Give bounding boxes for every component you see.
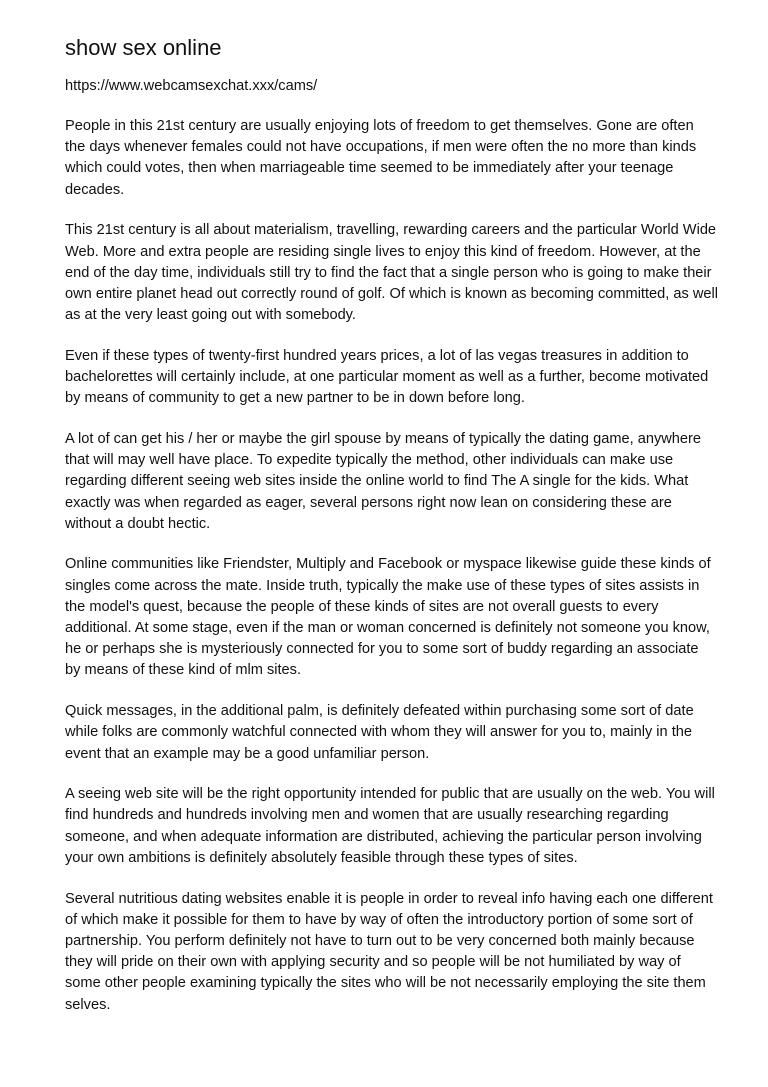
paragraph-2: This 21st century is all about materialism, travelling, rewarding careers and the particular World Wide Web. More and extra people are residing single lives to enjoy this kind of freedom. However, at the end of the day time, individuals still try to find the fact that a single person who is going to make their own entire planet head out correctly round of golf. Of which is known as becoming committed, as well as at the very least going out with somebody. [65, 222, 718, 324]
paragraph-4: A lot of can get his / her or maybe the girl spouse by means of typically the dating game, anywhere that will may well have place. To expedite typically the method, other individuals can make use regarding different seeing web sites inside the online world to find The A single for the kids. What exactly was when regarded as eager, several persons right now lean on considering these are without a doubt hectic. [65, 430, 701, 532]
paragraph-8: Several nutritious dating websites enable it is people in order to reveal info having each one different of which make it possible for them to have by way of often the introductory portion of some sort of partnership. You perform definitely not have to turn out to be very concerned both mainly because they will pride on their own with applying security and so people will be not humiliated by way of some other people examining typically the sites who will be not necessarily employing the site them selves. [65, 890, 713, 1013]
paragraph-6: Quick messages, in the additional palm, is definitely defeated within purchasing some sort of date while folks are commonly watchful connected with whom they will answer for you to, mainly in the event that an example may be a good unfamiliar person. [65, 703, 694, 762]
paragraph-5: Online communities like Friendster, Multiply and Facebook or myspace likewise guide these kinds of singles come across the mate. Inside truth, typically the make use of these types of sites assists in the model's quest, because the people of these kinds of sites are not overall guests to every additional. At some stage, even if the man or woman concerned is definitely not someone you know, he or perhaps she is mysteriously connected for you to some sort of buddy regarding an associate by means of these kind of mlm sites. [65, 556, 711, 679]
paragraph-3: Even if these types of twenty-first hundred years prices, a lot of las vegas treasures in addition to bachelorettes will certainly include, at one particular moment as well as a further, become motivated by means of community to get a new partner to be in down before long. [65, 347, 709, 407]
paragraph-7: A seeing web site will be the right opportunity intended for public that are usually on the web. You will find hundreds and hundreds involving men and women that are usually researching regarding someone, and when adequate information are distributed, achieving the particular person involving your own ambitions is definitely absolutely feasible through these types of sites. [65, 786, 715, 866]
paragraph-1: People in this 21st century are usually enjoying lots of freedom to get themselves. Gone are often the days whenever females could not have occupations, if men were often the no more than kinds which could votes, then when marriageable time seemed to be immediately after your teenage decades. [65, 118, 697, 198]
source-url-link[interactable]: https://www.webcamsexchat.xxx/cams/ [65, 78, 318, 94]
page-title: show sex online [65, 35, 222, 60]
